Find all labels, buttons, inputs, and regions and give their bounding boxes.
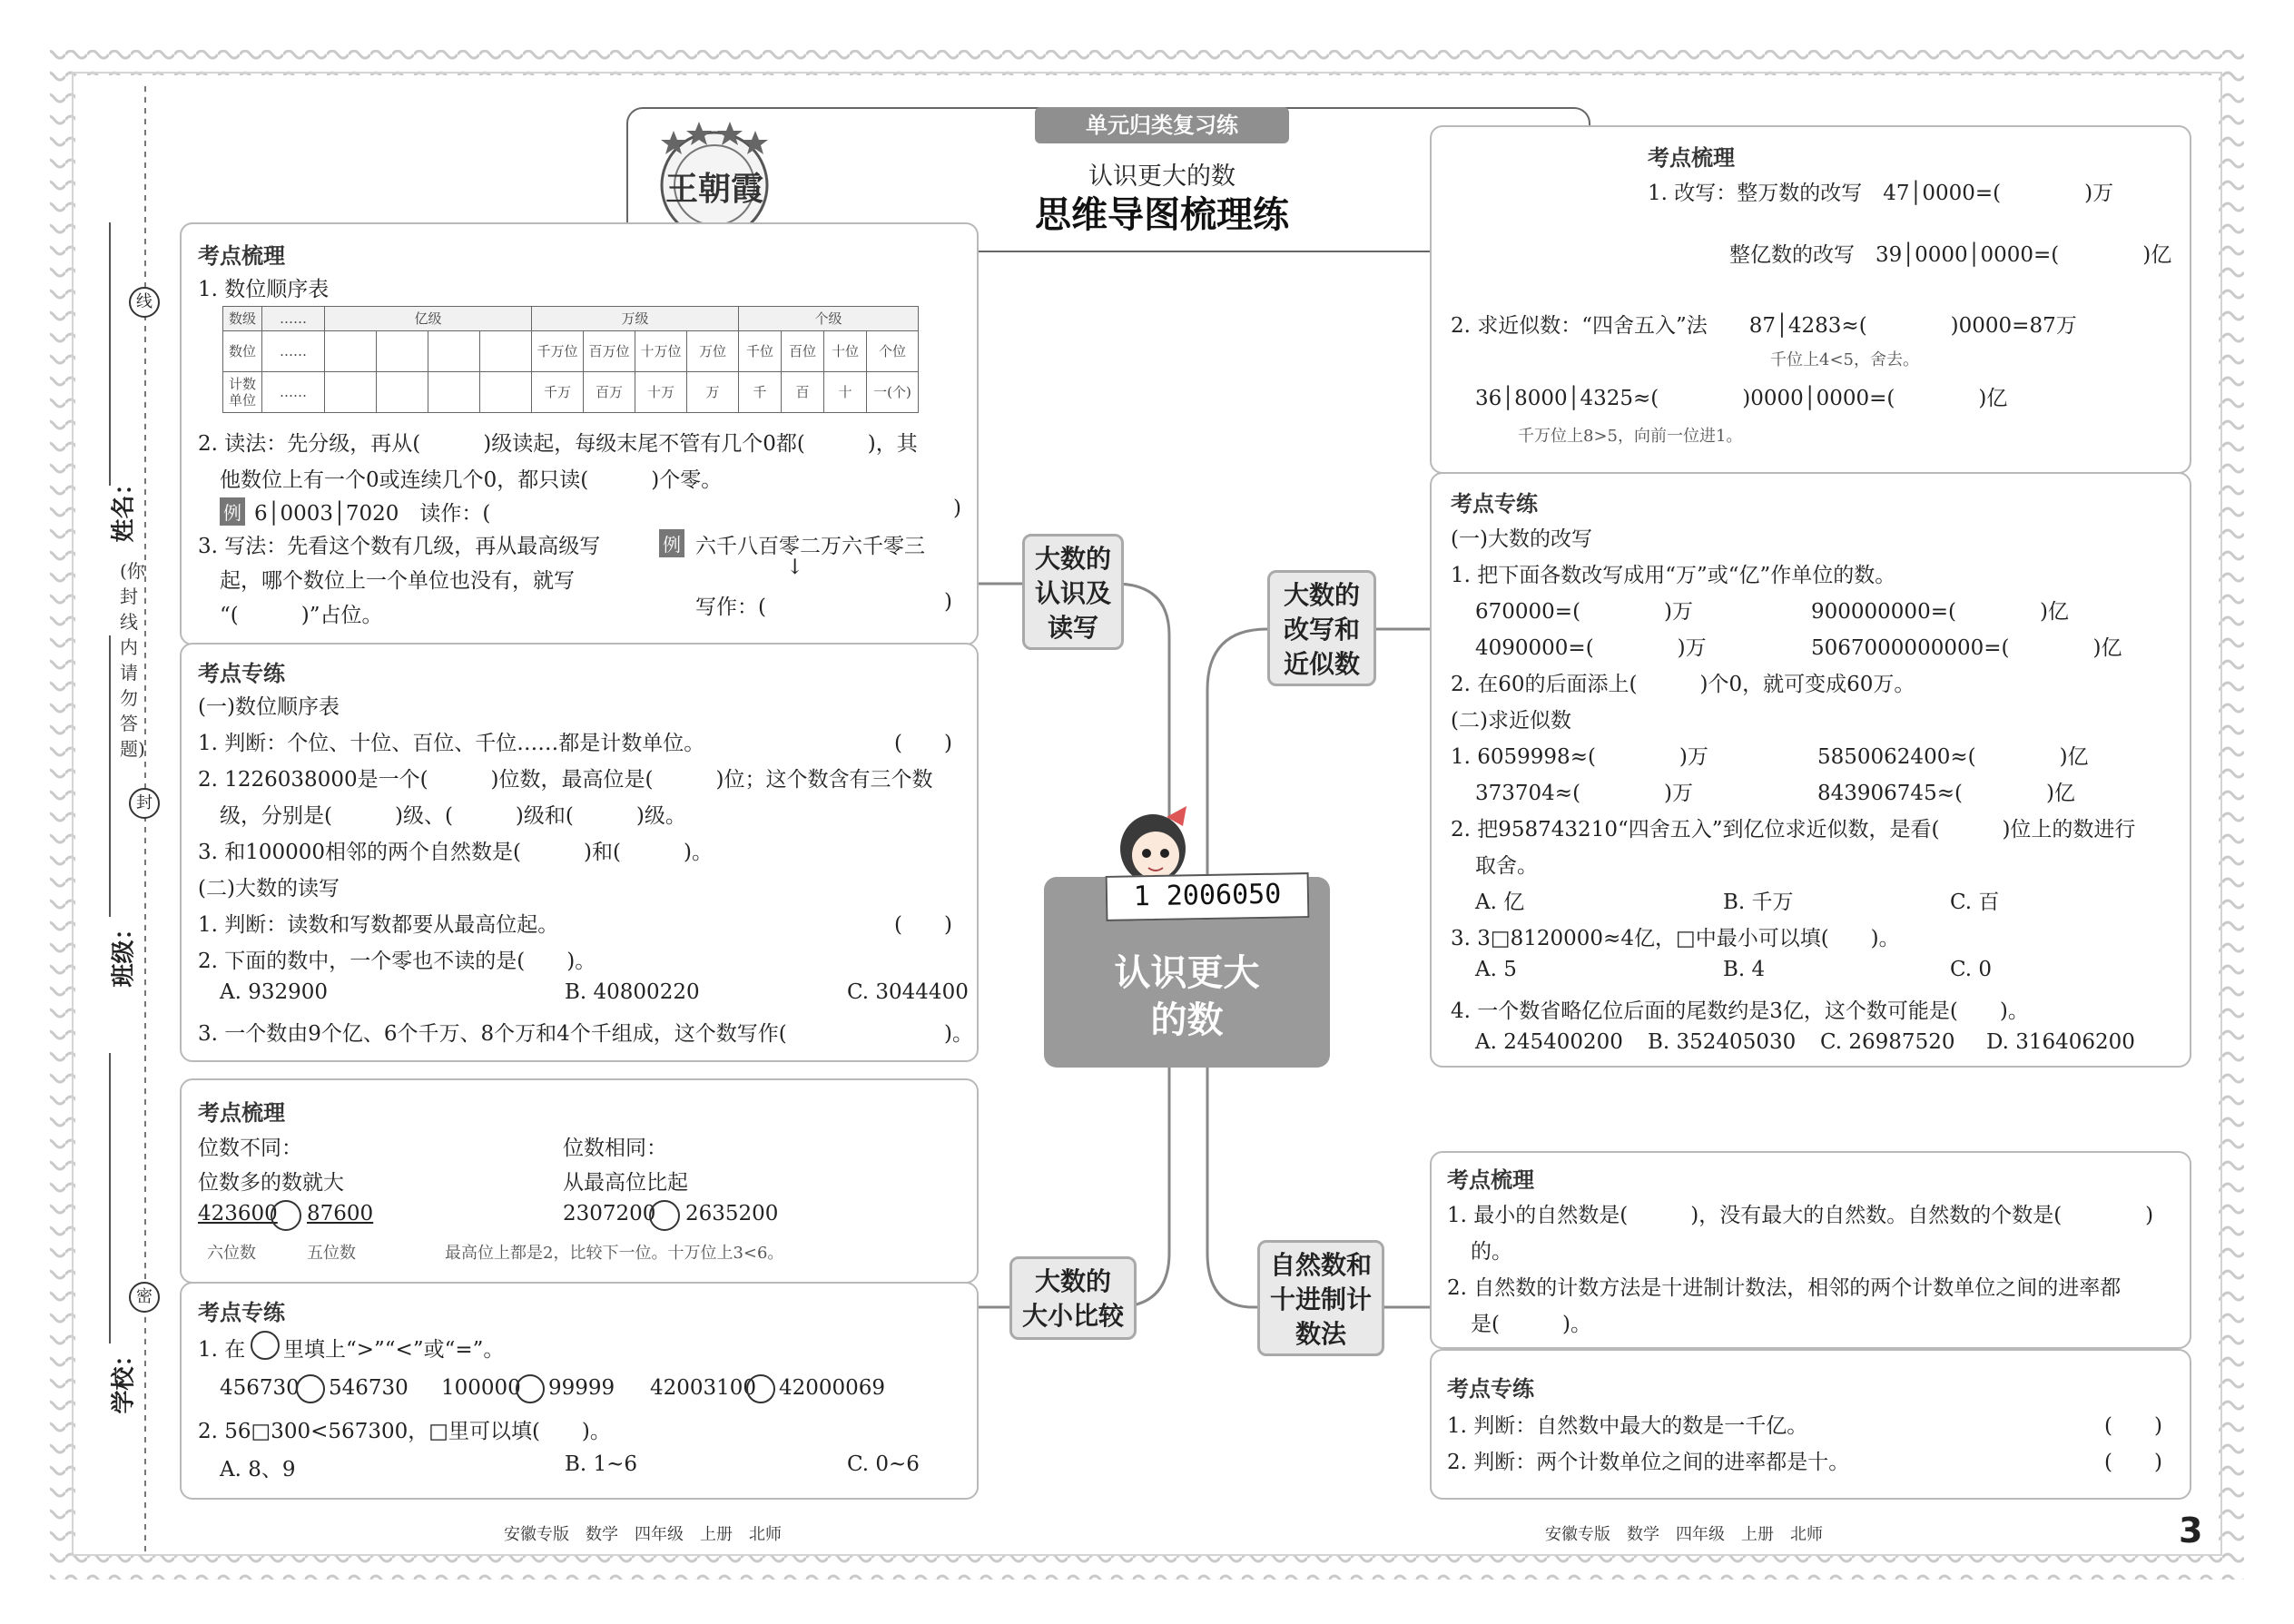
panel4-c3b: 42000069: [779, 1376, 886, 1400]
topic-natural-numbers-l1: 自然数和: [1269, 1250, 1372, 1280]
pv-cell: [325, 372, 377, 413]
panel2-section2: (二)大数的读写: [198, 877, 340, 901]
option[interactable]: D. 316406200: [1986, 1030, 2135, 1054]
pv-cell: 千位: [739, 331, 782, 372]
panel7-l1: 1. 最小的自然数是( )，没有最大的自然数。自然数的个数是( ): [1447, 1204, 2154, 1227]
pv-cell: 百: [782, 372, 824, 413]
panel3-right-b: 2635200: [685, 1202, 779, 1225]
panel3-left-a: 423600: [198, 1202, 278, 1225]
page-title: 思维导图梳理练: [1035, 194, 1289, 236]
pv-cell: 千万位: [532, 331, 584, 372]
panel2-section1: (一)数位顺序表: [198, 695, 340, 719]
panel7-l2: 2. 自然数的计数方法是十进制计数法，相邻的两个计数单位之间的进率都: [1447, 1276, 2122, 1300]
pv-cell: 亿级: [325, 307, 532, 331]
pv-cell: [480, 372, 532, 413]
panel5-l1: 1. 改写：整万数的改写 47│0000=( )万: [1648, 182, 2114, 205]
class-label: 班级：: [110, 916, 138, 988]
pv-cell: 数位: [223, 331, 262, 372]
option[interactable]: C. 百: [1950, 891, 2000, 914]
panel6-r2a: 4090000=( )万: [1475, 636, 1707, 660]
panel6-q3: 2. 把958743210“四舍五入”到亿位求近似数，是看( )位上的数进行: [1451, 818, 2136, 842]
panel8-q1: 1. 判断：自然数中最大的数是一千亿。: [1447, 1414, 1808, 1438]
panel4-q1: 1. 在: [198, 1338, 246, 1362]
logo-text: 王朝霞: [665, 170, 763, 208]
option[interactable]: B. 千万: [1723, 891, 1794, 914]
panel1-line1: 1. 数位顺序表: [198, 278, 330, 301]
panel2-q1: 1. 判断：个位、十位、百位、千位……都是计数单位。: [198, 732, 705, 755]
banner: 单元归类复习练: [1035, 107, 1289, 143]
option[interactable]: A. 932900: [220, 980, 329, 1004]
panel1-example2-write: 写作：(: [695, 595, 766, 619]
pv-cell: ……: [262, 372, 325, 413]
panel1-line3: 他数位上有一个0或连续几个0，都只读( )个零。: [220, 468, 723, 492]
pv-row-unit: [223, 372, 919, 413]
panel5-l2: 整亿数的改写 39│0000│0000=( )亿: [1729, 243, 2172, 267]
panel6-r4b: 843906745≈( )亿: [1817, 782, 2075, 805]
option[interactable]: C. 0~6: [847, 1452, 920, 1476]
compare-circle[interactable]: [516, 1374, 545, 1403]
name-label: 姓名：: [110, 471, 138, 543]
option[interactable]: A. 5: [1475, 958, 1517, 981]
option[interactable]: A. 8、9: [220, 1458, 296, 1481]
panel6-heading: 考点专练: [1451, 491, 1538, 517]
compare-circle[interactable]: [649, 1200, 680, 1231]
pv-cell: 十: [824, 372, 867, 413]
center-title-l1: 认识更大: [1114, 952, 1260, 994]
pv-cell: [480, 331, 532, 372]
topic-read-write-l3: 读写: [1047, 613, 1098, 643]
panel4-q1b: 里填上“>”“<”或“=”。: [283, 1338, 505, 1362]
panel4-c3a: 42003100: [650, 1376, 757, 1400]
panel6-r1b: 900000000=( )亿: [1811, 600, 2069, 624]
option[interactable]: A. 245400200: [1475, 1030, 1623, 1054]
panel8-q2: 2. 判断：两个计数单位之间的进率都是十。: [1447, 1451, 1850, 1474]
panel6-r1a: 670000=( )万: [1475, 600, 1694, 624]
panel2-q2: 2. 1226038000是一个( )位数，最高位是( )位；这个数含有三个数: [198, 768, 933, 792]
panel3-left-note1: 六位数: [207, 1244, 256, 1263]
panel5-note4: 千万位上8>5，向前一位进1。: [1518, 427, 1743, 446]
option[interactable]: A. 亿: [1475, 891, 1525, 914]
pv-cell: [428, 372, 480, 413]
panel3-left-b: 87600: [307, 1202, 374, 1225]
pv-cell: [377, 372, 428, 413]
panel1-line5: 起，哪个数位上一个单位也没有，就写: [220, 569, 575, 593]
panel1-example1: 6│0003│7020 读作：(: [254, 502, 491, 526]
panel4-c1b: 546730: [329, 1376, 409, 1400]
pv-row-place: [223, 331, 919, 372]
panel5-heading: 考点梳理: [1648, 145, 1735, 171]
pv-cell: [428, 331, 480, 372]
option[interactable]: B. 4: [1723, 958, 1766, 981]
center-title-l2: 的数: [1150, 999, 1224, 1041]
pv-cell: 十万位: [635, 331, 687, 372]
seal-char-xian: 线: [129, 287, 160, 318]
panel4-q2: 2. 56□300<567300，□里可以填( )。: [198, 1420, 611, 1443]
topic-natural-numbers-l2: 十进制计: [1269, 1284, 1372, 1314]
panel3-right-a: 2307200: [563, 1202, 656, 1225]
panel1-heading: 考点梳理: [198, 243, 285, 269]
panel2-q6: 3. 一个数由9个亿、6个千万、8个万和4个千组成，这个数写作(: [198, 1022, 787, 1046]
topic-read-write[interactable]: [1022, 534, 1124, 650]
compare-circle[interactable]: [296, 1374, 325, 1403]
panel2-q2b: 级，分别是( )级、( )级和( )级。: [220, 804, 686, 828]
pv-cell: 十万: [635, 372, 687, 413]
page-number: 3: [2179, 1511, 2203, 1550]
compare-circle[interactable]: [746, 1374, 775, 1403]
panel2-heading: 考点专练: [198, 661, 285, 686]
panel6-q2: 2. 在60的后面添上( )个0，就可变成60万。: [1451, 673, 1915, 696]
pv-cell: 计数单位: [223, 372, 262, 413]
pv-cell: ……: [262, 331, 325, 372]
panel1-example1-end: ): [953, 497, 961, 520]
panel4-c2a: 100000: [441, 1376, 521, 1400]
panel6-r4a: 373704≈( )万: [1475, 782, 1694, 805]
compare-circle[interactable]: [271, 1200, 301, 1231]
subtitle: 认识更大的数: [1088, 162, 1236, 191]
panel3-right-note: 最高位上都是2，比较下一位。十万位上3<6。: [445, 1244, 784, 1263]
panel2-q6-end: )。: [944, 1022, 973, 1046]
panel2-q3: 3. 和100000相邻的两个自然数是( )和( )。: [198, 841, 713, 864]
pv-cell: 万位: [687, 331, 739, 372]
pv-cell: 万级: [532, 307, 739, 331]
answer-paren[interactable]: ( ): [2104, 1414, 2162, 1438]
panel2-q4: 1. 判断：读数和写数都要从最高位起。: [198, 913, 559, 937]
panel1-example2-end: ): [944, 590, 952, 614]
pv-cell: 个位: [867, 331, 919, 372]
topic-read-write-l2: 认识及: [1034, 578, 1111, 608]
compare-circle[interactable]: [251, 1331, 280, 1360]
footer-left: 安徽专版 数学 四年级 上册 北师: [504, 1525, 782, 1544]
center-title: [1044, 950, 1330, 1044]
option[interactable]: C. 3044400: [847, 980, 969, 1004]
pv-cell: 千: [739, 372, 782, 413]
panel1-example2: 六千八百零二万六千零三: [695, 535, 925, 558]
answer-paren[interactable]: ( ): [2104, 1451, 2162, 1474]
pv-cell: 一(个): [867, 372, 919, 413]
panel4-c1a: 456730: [220, 1376, 300, 1400]
topic-compare-l1: 大数的: [1034, 1266, 1111, 1296]
pv-cell: 个级: [739, 307, 919, 331]
topic-natural-numbers[interactable]: [1257, 1240, 1384, 1356]
panel3-left-rule: 位数多的数就大: [198, 1171, 344, 1195]
pv-cell: 百万位: [584, 331, 635, 372]
option[interactable]: C. 0: [1950, 958, 1993, 981]
panel8-heading: 考点专练: [1447, 1376, 1534, 1402]
topic-natural-numbers-l3: 数法: [1295, 1319, 1346, 1349]
panel7-heading: 考点梳理: [1447, 1167, 1534, 1193]
pv-cell: ……: [262, 307, 325, 331]
answer-paren[interactable]: ( ): [894, 732, 952, 755]
panel3-right-heading: 位数相同：: [563, 1137, 667, 1160]
topic-rewrite-approx-l1: 大数的: [1283, 580, 1360, 610]
option[interactable]: C. 26987520: [1820, 1030, 1955, 1054]
pv-cell: 百位: [782, 331, 824, 372]
topic-rewrite-approx-l3: 近似数: [1283, 649, 1360, 679]
pv-row-level: [223, 307, 919, 331]
panel6-section1: (一)大数的改写: [1451, 527, 1592, 551]
panel5-l4: 36│8000│4325≈( )0000│0000=( )亿: [1475, 387, 2008, 410]
school-label: 学校：: [110, 1343, 138, 1414]
panel6-q5: 4. 一个数省略亿位后面的尾数约是3亿，这个数可能是( )。: [1451, 999, 2029, 1023]
panel6-section2: (二)求近似数: [1451, 709, 1571, 733]
panel6-r3a: 1. 6059998≈( )万: [1451, 745, 1708, 769]
panel3-heading: 考点梳理: [198, 1100, 285, 1126]
panel3-right-rule: 从最高位比起: [563, 1171, 688, 1195]
panel4-c2b: 99999: [548, 1376, 615, 1400]
panel3-left-note2: 五位数: [307, 1244, 356, 1263]
panel2-q5: 2. 下面的数中，一个零也不读的是( )。: [198, 950, 596, 973]
pv-cell: 数级: [223, 307, 262, 331]
panel7-l1b: 的。: [1471, 1240, 1512, 1264]
panel1-line4: 3. 写法：先看这个数有几级，再从最高级写: [198, 535, 601, 558]
topic-rewrite-approx[interactable]: [1267, 570, 1376, 686]
binding-note: (你封线内请勿答题): [120, 560, 145, 760]
topic-compare[interactable]: [1009, 1256, 1137, 1340]
answer-paren[interactable]: ( ): [894, 913, 952, 937]
topic-rewrite-approx-l2: 改写和: [1283, 615, 1360, 645]
panel5-l3: 2. 求近似数：“四舍五入”法 87│4283≈( )0000=87万: [1451, 314, 2077, 338]
pv-cell: [377, 331, 428, 372]
panel6-r3b: 5850062400≈( )亿: [1817, 745, 2089, 769]
panel3-left-heading: 位数不同：: [198, 1137, 302, 1160]
pv-cell: [325, 331, 377, 372]
pv-cell: 千万: [532, 372, 584, 413]
panel4-heading: 考点专练: [198, 1300, 285, 1325]
option[interactable]: B. 352405030: [1648, 1030, 1797, 1054]
panel1-example2-arrow: ↓: [786, 556, 804, 579]
example-tag: 例: [220, 497, 245, 526]
panel6-q4: 3. 3□8120000≈4亿，□中最小可以填( )。: [1451, 927, 1900, 950]
panel6-q1: 1. 把下面各数改写成用“万”或“亿”作单位的数。: [1451, 564, 1896, 587]
pv-cell: 万: [687, 372, 739, 413]
number-sign: 1 2006050: [1106, 872, 1310, 921]
option[interactable]: B. 40800220: [565, 980, 700, 1004]
seal-char-feng: 封: [129, 788, 160, 819]
panel6-q3b: 取舍。: [1475, 854, 1538, 878]
panel5-note3: 千位上4<5，舍去。: [1770, 350, 1919, 369]
example-tag-2: 例: [659, 529, 684, 557]
panel1-line2: 2. 读法：先分级，再从( )级读起，每级末尾不管有几个0都( )，其: [198, 432, 918, 456]
footer-right: 安徽专版 数学 四年级 上册 北师: [1545, 1525, 1823, 1544]
pv-cell: 百万: [584, 372, 635, 413]
topic-read-write-l1: 大数的: [1034, 544, 1111, 574]
topic-compare-l2: 大小比较: [1021, 1301, 1124, 1331]
pv-cell: 十位: [824, 331, 867, 372]
option[interactable]: B. 1~6: [565, 1452, 638, 1476]
panel6-r2b: 5067000000000=( )亿: [1811, 636, 2122, 660]
place-value-table: [222, 306, 919, 413]
panel7-l2b: 是( )。: [1471, 1313, 1591, 1336]
seal-char-mi: 密: [129, 1282, 160, 1313]
panel1-line6: “( )”占位。: [220, 604, 383, 627]
